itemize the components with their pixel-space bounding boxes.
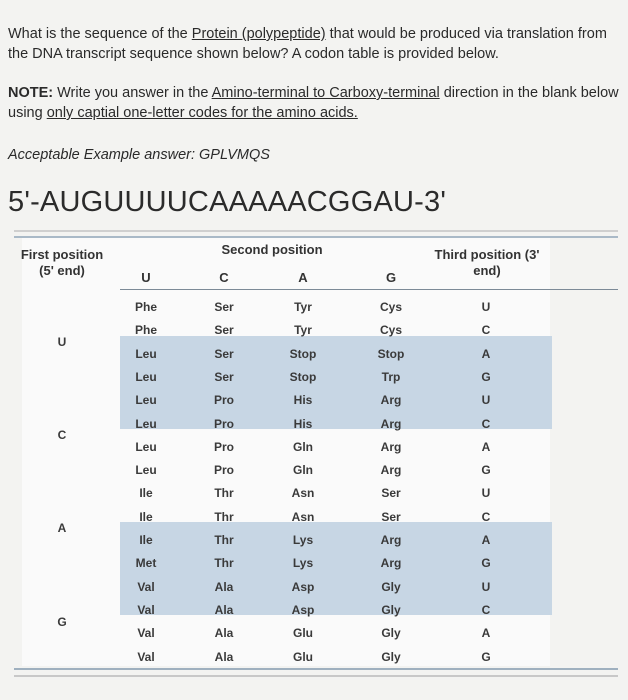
question-prefix: What is the sequence of the [8, 26, 192, 42]
amino-acid-cell: Pro [213, 439, 235, 454]
amino-acid-cell: Ile [139, 509, 153, 524]
second-base-g: G [385, 270, 397, 285]
amino-acid-cell: Gln [293, 463, 313, 478]
table-top-rule-2 [14, 236, 618, 238]
amino-acid-cell: Pro [213, 416, 235, 431]
amino-acid-cell: Lys [292, 533, 314, 547]
amino-acid-cell: Glu [293, 649, 313, 664]
third-base: C [481, 416, 491, 431]
amino-acid-cell: Leu [135, 346, 157, 361]
rna-sequence: 5'-AUGUUUUCAAAAACGGAU-3' [8, 186, 447, 218]
amino-acid-cell: Tyr [294, 323, 312, 338]
third-base: G [481, 556, 491, 571]
third-base: C [481, 323, 491, 338]
amino-acid-cell: Arg [380, 393, 402, 408]
note-prefix: Write you answer in the [53, 85, 212, 101]
second-base-a: A [298, 270, 308, 285]
amino-acid-cell: Val [137, 579, 155, 594]
first-base-g: G [57, 614, 67, 629]
amino-acid-cell: His [293, 393, 313, 408]
amino-acid-cell: Asp [291, 579, 315, 594]
amino-acid-cell: His [293, 416, 313, 431]
second-base-c: C [219, 270, 229, 285]
amino-acid-cell: Stop [289, 369, 317, 384]
note-middle: direction in the blank below using [8, 85, 619, 121]
third-base: U [481, 393, 491, 408]
amino-acid-cell: Thr [214, 486, 234, 501]
amino-acid-cell: Ala [214, 579, 234, 594]
question-suffix: that would be produced via translation from the DNA transcript sequence shown below? A codon table is provided below. [8, 26, 607, 62]
third-base: C [481, 602, 491, 617]
amino-acid-cell: Ala [214, 649, 234, 664]
question-text [8, 24, 620, 64]
third-base: U [481, 486, 491, 501]
first-base-u: U [57, 334, 67, 349]
second-base-u: U [141, 270, 151, 285]
amino-acid-cell: Ser [214, 323, 234, 338]
first-position-header: First position (5' end) [20, 247, 104, 278]
amino-acid-cell: Ser [214, 369, 234, 384]
amino-acid-cell: Arg [380, 416, 402, 431]
third-base: G [481, 463, 491, 478]
amino-acid-cell: Stop [377, 346, 405, 361]
amino-acid-cell: Cys [379, 300, 403, 314]
amino-acid-cell: Ile [139, 533, 153, 547]
amino-acid-cell: Gln [293, 439, 313, 454]
note-text [8, 83, 620, 123]
codon-table [14, 230, 618, 680]
amino-acid-cell: Asp [291, 602, 315, 617]
amino-acid-cell: Cys [379, 323, 403, 338]
amino-acid-cell: Val [137, 602, 155, 617]
amino-acid-cell: Arg [380, 533, 402, 547]
amino-acid-cell: Ile [139, 486, 153, 501]
amino-acid-cell: Val [137, 626, 155, 641]
third-base: G [481, 649, 491, 664]
amino-acid-cell: Leu [135, 463, 157, 478]
example-answer: Acceptable Example answer: GPLVMQS [8, 147, 270, 163]
amino-acid-cell: Gly [381, 579, 401, 594]
amino-acid-cell: Trp [381, 369, 401, 384]
amino-acid-cell: Thr [214, 556, 234, 571]
second-position-header: Second position [221, 242, 323, 257]
third-base: C [481, 509, 491, 524]
amino-acid-cell: Arg [380, 463, 402, 478]
amino-acid-cell: Thr [214, 533, 234, 547]
first-base-c: C [57, 428, 67, 443]
table-bottom-rule-2 [14, 675, 618, 677]
amino-acid-cell: Asn [291, 486, 315, 501]
third-base: A [481, 346, 491, 361]
amino-acid-cell: Leu [135, 369, 157, 384]
first-base-a: A [57, 521, 67, 536]
amino-acid-cell: Val [137, 649, 155, 664]
table-bottom-rule [14, 668, 618, 670]
third-base: U [481, 300, 491, 314]
amino-acid-cell: Ala [214, 626, 234, 641]
third-base: A [481, 533, 491, 547]
amino-acid-cell: Glu [293, 626, 313, 641]
amino-acid-cell: Phe [134, 300, 158, 314]
header-rule [120, 289, 618, 290]
amino-acid-cell: Leu [135, 439, 157, 454]
third-base: A [481, 626, 491, 641]
amino-acid-cell: Ser [381, 486, 401, 501]
note-label: NOTE: [8, 85, 54, 101]
amino-acid-cell: Leu [135, 416, 157, 431]
amino-acid-cell: Gly [381, 602, 401, 617]
protein-link-text: Protein (polypeptide) [191, 26, 326, 42]
amino-acid-cell: Arg [380, 439, 402, 454]
note-direction: Amino-terminal to Carboxy-terminal [211, 85, 440, 101]
amino-acid-cell: Pro [213, 463, 235, 478]
amino-acid-cell: Ser [381, 509, 401, 524]
note-codes: only captial one-letter codes for the amino acids. [46, 105, 358, 121]
amino-acid-cell: Tyr [294, 300, 312, 314]
amino-acid-cell: Thr [214, 509, 234, 524]
third-base: G [481, 369, 491, 384]
amino-acid-cell: Phe [134, 323, 158, 338]
third-position-header: Third position (3' end) [434, 247, 540, 278]
amino-acid-cell: Ala [214, 602, 234, 617]
amino-acid-cell: Asn [291, 509, 315, 524]
amino-acid-cell: Stop [289, 346, 317, 361]
table-top-rule [14, 230, 618, 232]
third-base: U [481, 579, 491, 594]
amino-acid-cell: Pro [213, 393, 235, 408]
third-base: A [481, 439, 491, 454]
amino-acid-cell: Ser [214, 346, 234, 361]
amino-acid-cell: Gly [381, 626, 401, 641]
amino-acid-cell: Gly [381, 649, 401, 664]
amino-acid-cell: Leu [135, 393, 157, 408]
amino-acid-cell: Arg [380, 556, 402, 571]
amino-acid-cell: Ser [214, 300, 234, 314]
amino-acid-cell: Met [135, 556, 157, 571]
amino-acid-cell: Lys [292, 556, 314, 571]
